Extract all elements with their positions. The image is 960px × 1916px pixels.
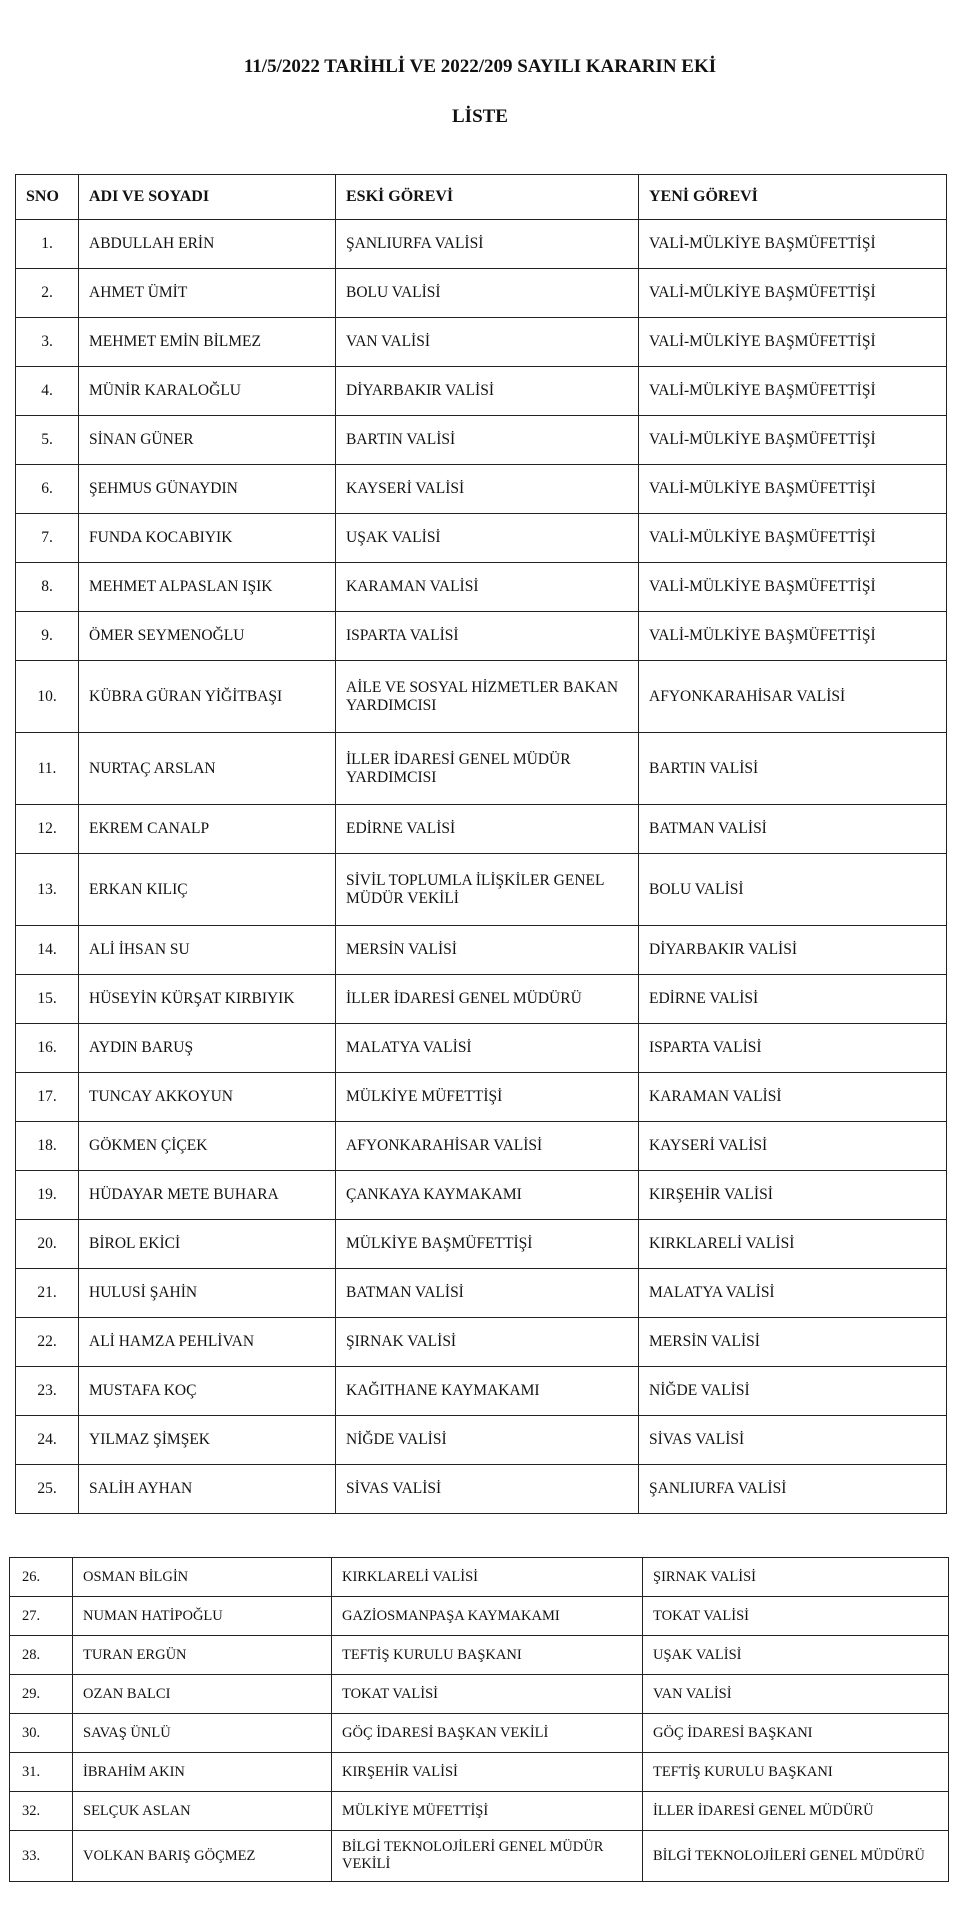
- cell-old-role: KIRŞEHİR VALİSİ: [332, 1753, 643, 1792]
- table-row: [16, 1122, 947, 1171]
- cell-sno: 28.: [10, 1636, 73, 1675]
- cell-name: MUSTAFA KOÇ: [79, 1367, 336, 1416]
- table-row: [16, 1073, 947, 1122]
- cell-old-role: AİLE VE SOSYAL HİZMETLER BAKAN YARDIMCISI: [336, 661, 639, 733]
- cell-new-role: VALİ-MÜLKİYE BAŞMÜFETTİŞİ: [639, 563, 947, 612]
- cell-new-role: KIRKLARELİ VALİSİ: [639, 1220, 947, 1269]
- cell-sno: 14.: [16, 926, 79, 975]
- table-row: [10, 1597, 949, 1636]
- cell-name: ALİ İHSAN SU: [79, 926, 336, 975]
- cell-new-role: VALİ-MÜLKİYE BAŞMÜFETTİŞİ: [639, 367, 947, 416]
- cell-old-role: MERSİN VALİSİ: [336, 926, 639, 975]
- cell-new-role: GÖÇ İDARESİ BAŞKANI: [643, 1714, 949, 1753]
- cell-sno: 23.: [16, 1367, 79, 1416]
- table-row: [16, 563, 947, 612]
- cell-old-role: İLLER İDARESİ GENEL MÜDÜR YARDIMCISI: [336, 733, 639, 805]
- cell-new-role: ŞANLIURFA VALİSİ: [639, 1465, 947, 1514]
- cell-old-role: BİLGİ TEKNOLOJİLERİ GENEL MÜDÜR VEKİLİ: [332, 1831, 643, 1882]
- header-old-role: ESKİ GÖREVİ: [336, 175, 639, 220]
- cell-old-role: MÜLKİYE BAŞMÜFETTİŞİ: [336, 1220, 639, 1269]
- cell-name: YILMAZ ŞİMŞEK: [79, 1416, 336, 1465]
- cell-sno: 12.: [16, 805, 79, 854]
- cell-sno: 17.: [16, 1073, 79, 1122]
- cell-name: TUNCAY AKKOYUN: [79, 1073, 336, 1122]
- cell-new-role: AFYONKARAHİSAR VALİSİ: [639, 661, 947, 733]
- cell-name: AHMET ÜMİT: [79, 269, 336, 318]
- cell-sno: 4.: [16, 367, 79, 416]
- cell-old-role: ÇANKAYA KAYMAKAMI: [336, 1171, 639, 1220]
- cell-new-role: BATMAN VALİSİ: [639, 805, 947, 854]
- cell-old-role: SİVAS VALİSİ: [336, 1465, 639, 1514]
- cell-name: ŞEHMUS GÜNAYDIN: [79, 465, 336, 514]
- cell-new-role: MALATYA VALİSİ: [639, 1269, 947, 1318]
- cell-sno: 24.: [16, 1416, 79, 1465]
- cell-old-role: ŞIRNAK VALİSİ: [336, 1318, 639, 1367]
- table-row: [10, 1753, 949, 1792]
- cell-sno: 16.: [16, 1024, 79, 1073]
- header-name: ADI VE SOYADI: [79, 175, 336, 220]
- cell-name: SALİH AYHAN: [79, 1465, 336, 1514]
- table-row: [10, 1714, 949, 1753]
- table-row: [16, 1269, 947, 1318]
- cell-sno: 5.: [16, 416, 79, 465]
- cell-name: ABDULLAH ERİN: [79, 220, 336, 269]
- cell-sno: 33.: [10, 1831, 73, 1882]
- cell-new-role: ŞIRNAK VALİSİ: [643, 1558, 949, 1597]
- cell-old-role: KAYSERİ VALİSİ: [336, 465, 639, 514]
- cell-name: MEHMET ALPASLAN IŞIK: [79, 563, 336, 612]
- cell-name: SİNAN GÜNER: [79, 416, 336, 465]
- cell-new-role: VALİ-MÜLKİYE BAŞMÜFETTİŞİ: [639, 220, 947, 269]
- cell-new-role: VALİ-MÜLKİYE BAŞMÜFETTİŞİ: [639, 514, 947, 563]
- table-row: [10, 1636, 949, 1675]
- cell-sno: 26.: [10, 1558, 73, 1597]
- cell-sno: 7.: [16, 514, 79, 563]
- cell-old-role: KIRKLARELİ VALİSİ: [332, 1558, 643, 1597]
- cell-new-role: VALİ-MÜLKİYE BAŞMÜFETTİŞİ: [639, 416, 947, 465]
- cell-old-role: ŞANLIURFA VALİSİ: [336, 220, 639, 269]
- cell-new-role: NİĞDE VALİSİ: [639, 1367, 947, 1416]
- cell-new-role: VALİ-MÜLKİYE BAŞMÜFETTİŞİ: [639, 612, 947, 661]
- cell-sno: 15.: [16, 975, 79, 1024]
- document-subtitle: LİSTE: [452, 106, 508, 127]
- cell-name: İBRAHİM AKIN: [73, 1753, 332, 1792]
- table-row: [16, 854, 947, 926]
- cell-new-role: KIRŞEHİR VALİSİ: [639, 1171, 947, 1220]
- cell-new-role: VALİ-MÜLKİYE BAŞMÜFETTİŞİ: [639, 465, 947, 514]
- cell-old-role: VAN VALİSİ: [336, 318, 639, 367]
- cell-new-role: İLLER İDARESİ GENEL MÜDÜRÜ: [643, 1792, 949, 1831]
- table-row: [16, 975, 947, 1024]
- cell-new-role: VALİ-MÜLKİYE BAŞMÜFETTİŞİ: [639, 318, 947, 367]
- cell-sno: 29.: [10, 1675, 73, 1714]
- cell-name: GÖKMEN ÇİÇEK: [79, 1122, 336, 1171]
- cell-name: BİROL EKİCİ: [79, 1220, 336, 1269]
- appointments-table: [15, 174, 947, 1514]
- cell-new-role: DİYARBAKIR VALİSİ: [639, 926, 947, 975]
- table-row: [16, 465, 947, 514]
- cell-old-role: DİYARBAKIR VALİSİ: [336, 367, 639, 416]
- table-row: [16, 733, 947, 805]
- cell-name: FUNDA KOCABIYIK: [79, 514, 336, 563]
- table-row: [16, 612, 947, 661]
- cell-old-role: NİĞDE VALİSİ: [336, 1416, 639, 1465]
- table-header-row: [16, 175, 947, 220]
- cell-name: KÜBRA GÜRAN YİĞİTBAŞI: [79, 661, 336, 733]
- cell-old-role: MALATYA VALİSİ: [336, 1024, 639, 1073]
- cell-old-role: ISPARTA VALİSİ: [336, 612, 639, 661]
- cell-sno: 25.: [16, 1465, 79, 1514]
- cell-new-role: EDİRNE VALİSİ: [639, 975, 947, 1024]
- cell-new-role: KARAMAN VALİSİ: [639, 1073, 947, 1122]
- table-row: [10, 1558, 949, 1597]
- cell-sno: 30.: [10, 1714, 73, 1753]
- appointments-table-continuation: [9, 1557, 949, 1882]
- cell-new-role: VALİ-MÜLKİYE BAŞMÜFETTİŞİ: [639, 269, 947, 318]
- cell-old-role: BATMAN VALİSİ: [336, 1269, 639, 1318]
- table-row: [16, 367, 947, 416]
- table-row: [16, 514, 947, 563]
- cell-sno: 2.: [16, 269, 79, 318]
- cell-name: TURAN ERGÜN: [73, 1636, 332, 1675]
- table-row: [16, 220, 947, 269]
- cell-name: MEHMET EMİN BİLMEZ: [79, 318, 336, 367]
- cell-name: SAVAŞ ÜNLÜ: [73, 1714, 332, 1753]
- cell-old-role: EDİRNE VALİSİ: [336, 805, 639, 854]
- cell-sno: 19.: [16, 1171, 79, 1220]
- cell-name: AYDIN BARUŞ: [79, 1024, 336, 1073]
- table-row: [16, 1416, 947, 1465]
- cell-old-role: AFYONKARAHİSAR VALİSİ: [336, 1122, 639, 1171]
- cell-sno: 10.: [16, 661, 79, 733]
- cell-new-role: KAYSERİ VALİSİ: [639, 1122, 947, 1171]
- table-row: [16, 318, 947, 367]
- cell-new-role: VAN VALİSİ: [643, 1675, 949, 1714]
- table-row: [10, 1675, 949, 1714]
- cell-name: MÜNİR KARALOĞLU: [79, 367, 336, 416]
- header-sno: SNO: [16, 175, 79, 220]
- table-row: [16, 1024, 947, 1073]
- table-row: [16, 1367, 947, 1416]
- cell-sno: 9.: [16, 612, 79, 661]
- cell-sno: 3.: [16, 318, 79, 367]
- cell-old-role: GAZİOSMANPAŞA KAYMAKAMI: [332, 1597, 643, 1636]
- cell-old-role: KARAMAN VALİSİ: [336, 563, 639, 612]
- table-row: [16, 269, 947, 318]
- table-row: [10, 1831, 949, 1882]
- table-row: [10, 1792, 949, 1831]
- cell-new-role: BİLGİ TEKNOLOJİLERİ GENEL MÜDÜRÜ: [643, 1831, 949, 1882]
- cell-old-role: MÜLKİYE MÜFETTİŞİ: [332, 1792, 643, 1831]
- cell-name: VOLKAN BARIŞ GÖÇMEZ: [73, 1831, 332, 1882]
- cell-new-role: ISPARTA VALİSİ: [639, 1024, 947, 1073]
- table-row: [16, 1171, 947, 1220]
- cell-old-role: TEFTİŞ KURULU BAŞKANI: [332, 1636, 643, 1675]
- cell-name: OSMAN BİLGİN: [73, 1558, 332, 1597]
- cell-name: HÜDAYAR METE BUHARA: [79, 1171, 336, 1220]
- cell-sno: 1.: [16, 220, 79, 269]
- cell-name: EKREM CANALP: [79, 805, 336, 854]
- cell-old-role: BOLU VALİSİ: [336, 269, 639, 318]
- cell-old-role: MÜLKİYE MÜFETTİŞİ: [336, 1073, 639, 1122]
- cell-sno: 11.: [16, 733, 79, 805]
- cell-old-role: GÖÇ İDARESİ BAŞKAN VEKİLİ: [332, 1714, 643, 1753]
- cell-sno: 27.: [10, 1597, 73, 1636]
- cell-name: ALİ HAMZA PEHLİVAN: [79, 1318, 336, 1367]
- cell-name: SELÇUK ASLAN: [73, 1792, 332, 1831]
- cell-old-role: TOKAT VALİSİ: [332, 1675, 643, 1714]
- cell-new-role: MERSİN VALİSİ: [639, 1318, 947, 1367]
- cell-new-role: TOKAT VALİSİ: [643, 1597, 949, 1636]
- cell-name: ÖMER SEYMENOĞLU: [79, 612, 336, 661]
- cell-new-role: UŞAK VALİSİ: [643, 1636, 949, 1675]
- cell-new-role: BOLU VALİSİ: [639, 854, 947, 926]
- cell-name: HÜSEYİN KÜRŞAT KIRBIYIK: [79, 975, 336, 1024]
- table-row: [16, 926, 947, 975]
- cell-sno: 20.: [16, 1220, 79, 1269]
- cell-name: NUMAN HATİPOĞLU: [73, 1597, 332, 1636]
- cell-sno: 22.: [16, 1318, 79, 1367]
- cell-name: NURTAÇ ARSLAN: [79, 733, 336, 805]
- table-row: [16, 1318, 947, 1367]
- table-row: [16, 661, 947, 733]
- cell-sno: 8.: [16, 563, 79, 612]
- cell-old-role: BARTIN VALİSİ: [336, 416, 639, 465]
- cell-old-role: KAĞITHANE KAYMAKAMI: [336, 1367, 639, 1416]
- cell-sno: 31.: [10, 1753, 73, 1792]
- cell-name: ERKAN KILIÇ: [79, 854, 336, 926]
- cell-sno: 21.: [16, 1269, 79, 1318]
- cell-new-role: SİVAS VALİSİ: [639, 1416, 947, 1465]
- cell-old-role: İLLER İDARESİ GENEL MÜDÜRÜ: [336, 975, 639, 1024]
- document-title: 11/5/2022 TARİHLİ VE 2022/209 SAYILI KARARIN EKİ: [243, 56, 717, 77]
- cell-sno: 32.: [10, 1792, 73, 1831]
- cell-name: OZAN BALCI: [73, 1675, 332, 1714]
- cell-sno: 18.: [16, 1122, 79, 1171]
- cell-new-role: BARTIN VALİSİ: [639, 733, 947, 805]
- cell-name: HULUSİ ŞAHİN: [79, 1269, 336, 1318]
- cell-old-role: UŞAK VALİSİ: [336, 514, 639, 563]
- header-new-role: YENİ GÖREVİ: [639, 175, 947, 220]
- table-row: [16, 805, 947, 854]
- cell-sno: 6.: [16, 465, 79, 514]
- table-row: [16, 1465, 947, 1514]
- cell-old-role: SİVİL TOPLUMLA İLİŞKİLER GENEL MÜDÜR VEKİLİ: [336, 854, 639, 926]
- cell-new-role: TEFTİŞ KURULU BAŞKANI: [643, 1753, 949, 1792]
- table-row: [16, 1220, 947, 1269]
- table-row: [16, 416, 947, 465]
- cell-sno: 13.: [16, 854, 79, 926]
